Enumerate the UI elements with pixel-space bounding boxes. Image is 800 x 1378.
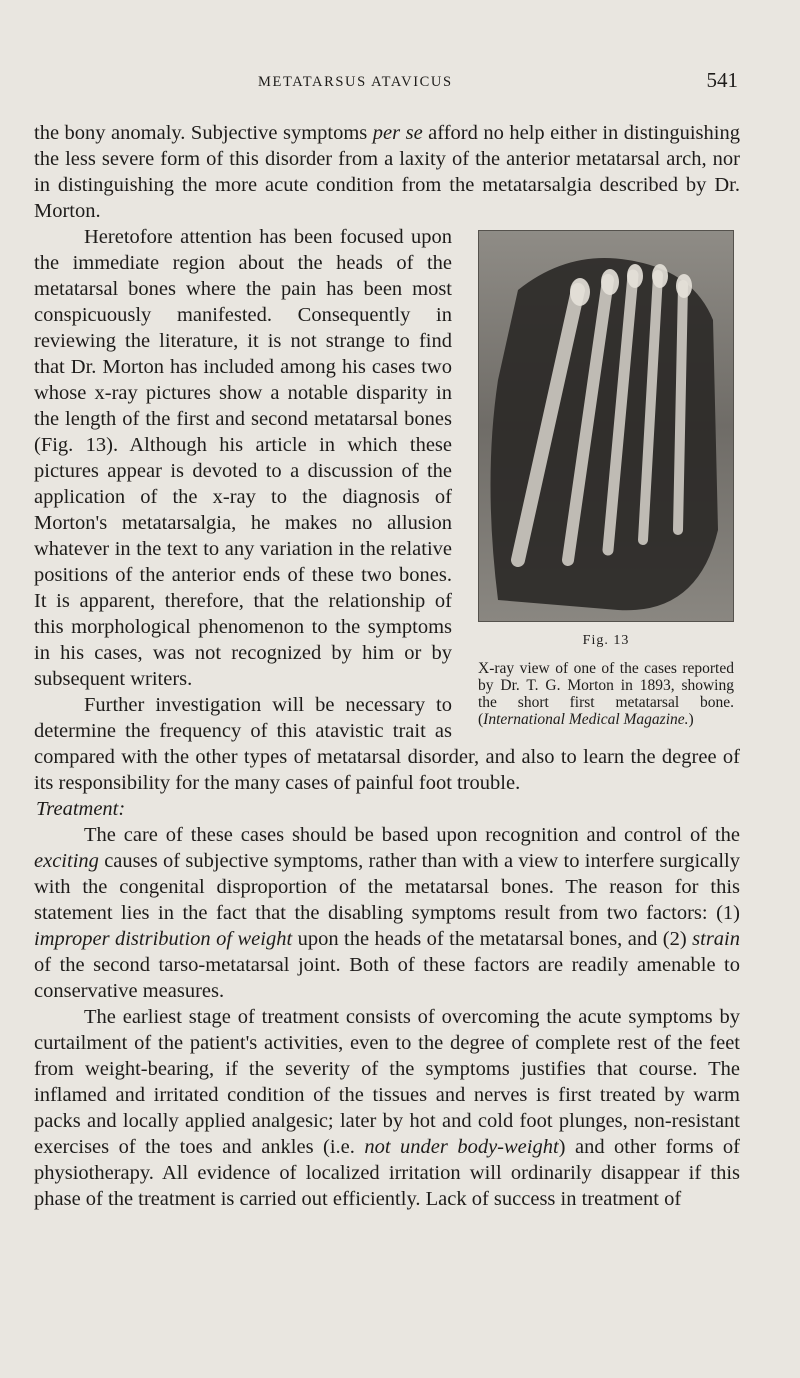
paragraph-3: Further investigation will be necessary to determine the frequency of this atavistic trait as compared with the other types of metatarsal disorder, and also to learn the degree of its responsibility for the many cases of painful foot trouble.: [34, 694, 740, 794]
figure-label: Fig. 13: [582, 633, 630, 648]
page-number: 541: [706, 68, 738, 92]
section-heading-treatment: Treatment:: [36, 798, 126, 820]
running-head: METATARSUS ATAVICUS: [258, 74, 453, 90]
paragraph-4: The care of these cases should be based upon recognition and control of the exciting causes of subjective symptoms, rather than with a view to interfere surgically with the congenital disproportion of the metatarsal bones. The reason for this statement lies in the fact that the disabling symptoms result from two factors: (1) improper distribution of weight upon the heads of the metatarsal bones, and (2) strain of the second tarso-metatarsal joint. Both of these factors are readily amenable to conservative measures.: [34, 824, 740, 1002]
page-header: [0, 68, 800, 98]
figure-caption: X-ray view of one of the cases reported by Dr. T. G. Morton in 1893, showing the short first metatarsal bone. (International Medical Magazine.): [478, 660, 734, 728]
paragraph-5: The earliest stage of treatment consists of overcoming the acute symptoms by curtailment of the patient's activities, even to the degree of complete rest of the feet from weight-bearing, if the severity of the symptoms justifies that course. The inflamed and irritated condition of the tissues and nerves is first treated by warm packs and locally applied analgesic; later by hot and cold foot plunges, non-resistant exercises of the toes and ankles (i.e. not under body-weight) and other forms of physiotherapy. All evidence of localized irritation will ordinarily disappear if this phase of the treatment is carried out efficiently. Lack of success in treatment of: [34, 1006, 740, 1210]
figure-13: [472, 230, 740, 728]
body-text: [34, 120, 740, 1212]
paragraph-2: Heretofore attention has been focused upon the immediate region about the heads of the metatarsal bones where the pain has been most conspicuously manifested. Consequently in reviewing the literature, it is not strange to find that Dr. Morton has included among his cases two whose x-ray pictures show a notable disparity in the length of the first and second metatarsal bones (Fig. 13). Although his article in which these pictures appear is devoted to a discussion of the application of the x-ray to the diagnosis of Morton's metatarsalgia, he makes no allusion whatever in the text to any variation in the relative positions of the anterior ends of these two bones. It is apparent, therefore, that the relationship of this morphological phenomenon to the symptoms in his cases, was not recognized by him or by subsequent writers.: [34, 226, 452, 690]
paragraph-1: the bony anomaly. Subjective symptoms per se afford no help either in distinguishing the less severe form of this disorder from a laxity of the anterior metatarsal arch, nor in distinguishing the more acute condition from the metatarsalgia described by Dr. Morton.: [34, 122, 740, 222]
xray-image: [478, 230, 734, 622]
